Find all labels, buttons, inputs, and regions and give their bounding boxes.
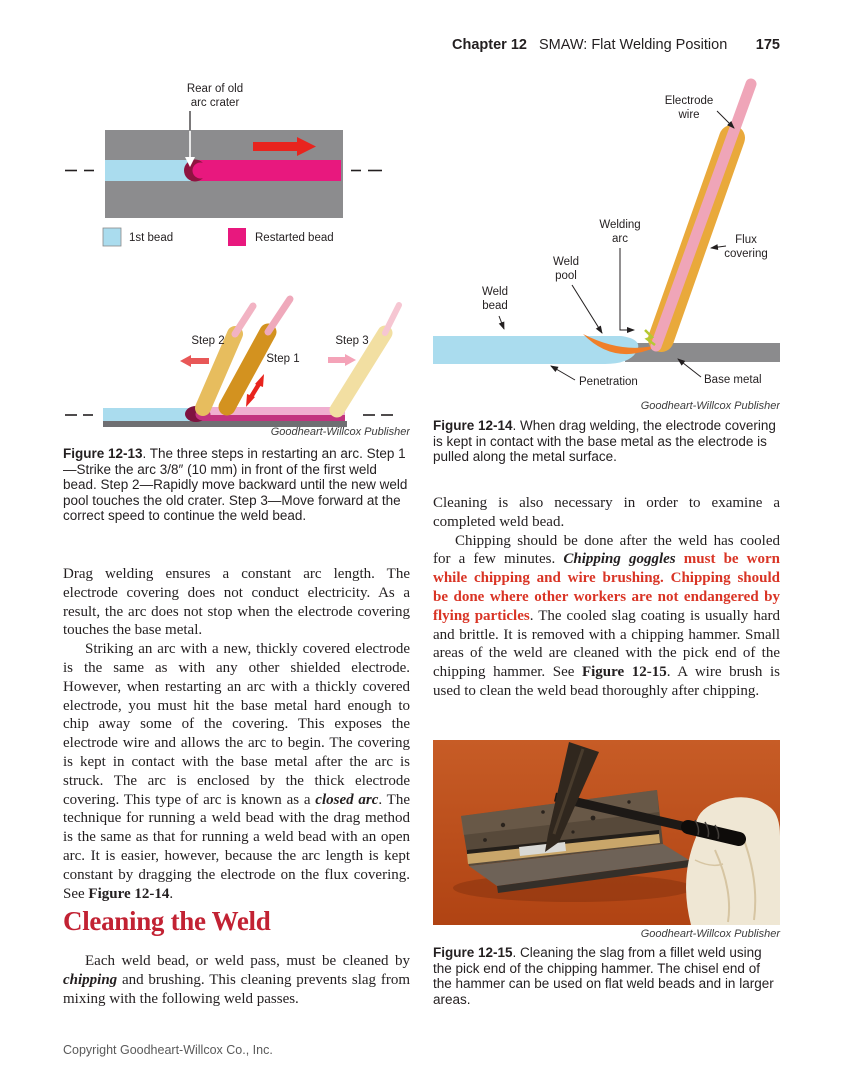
label-flux-covering-line2: covering (724, 248, 768, 260)
paragraph: Striking an arc with a new, thickly covered electrode is the same as with any other shielded electrode. However, when restarting an arc with a thickly covered electrode, you must hit the base metal hard enough to chip away some of the covering. This exposes the electrode wire and allows the arc to begin. The covering is kept in contact with the base metal after the arc is struck. The arc is enclosed by the thick electrode covering. This type of arc is known as a closed arc. The technique for running a weld bead with the drag method is the same as that for running a weld bead with an open arc. It is easier, however, because the arc length is kept constant by dragging the electrode on the flux covering. See Figure 12-14. (63, 641, 410, 902)
label-welding-arc-line1: Welding (599, 219, 641, 231)
label-step1: Step 1 (266, 353, 300, 365)
figure-12-13-credit: Goodheart-Willcox Publisher (270, 426, 410, 438)
legend-label-first-bead: 1st bead (129, 232, 174, 244)
figure-12-15-credit: Goodheart-Willcox Publisher (640, 928, 780, 940)
label-step3: Step 3 (335, 335, 369, 347)
figure-12-13-caption: Figure 12-13. The three steps in restarting an arc. Step 1—Strike the arc 3/8″ (10 mm) in front of the first weld bead. Step 2—Rapidly move backward until the new weld pool touches the old crater. Step 3—Move forward at the correct speed to continue the weld bead. (63, 446, 408, 523)
electrode-wire (656, 84, 751, 346)
figure-12-14-caption: Figure 12-14. When drag welding, the electrode covering is kept in contact with the base metal as the electrode is pulled along the metal surface. (433, 418, 776, 464)
first-bead (105, 160, 193, 181)
label-base-metal: Base metal (704, 374, 762, 386)
label-weld-pool-line1: Weld (553, 256, 579, 268)
header-chapter-title (452, 37, 727, 53)
figure-12-13-diagram (63, 78, 410, 442)
weld-bead-leader (499, 316, 504, 329)
label-step2: Step 2 (191, 335, 225, 347)
paragraph: Drag welding ensures a constant arc length. The electrode covering does not conduct electricity. As a result, the arc does not stop when the electrode covering touches the base metal. (63, 566, 410, 639)
label-rear-of-old-arc-crater-line2: arc crater (190, 97, 240, 109)
copyright-notice: Copyright Goodheart-Willcox Co., Inc. (63, 1043, 273, 1057)
page-number: 175 (755, 37, 780, 53)
page-header (433, 37, 780, 53)
legend-swatch-first-bead (103, 228, 121, 246)
figure-12-15-caption: Figure 12-15. Cleaning the slag from a fillet weld using the pick end of the chipping hammer. The chisel end of the hammer can be used on flat weld beads and in larger areas. (433, 945, 774, 1007)
welding-arc-leader (620, 248, 634, 330)
restarted-bead (191, 160, 341, 181)
label-welding-arc-line2: arc (612, 233, 628, 245)
chapter-label: Chapter 12 (452, 37, 527, 53)
figure-12-14-credit: Goodheart-Willcox Publisher (640, 400, 780, 412)
left-column-text-2 (63, 952, 410, 1008)
glove (686, 797, 780, 925)
label-weld-bead-line1: Weld (482, 286, 508, 298)
steps-first-bead (103, 408, 193, 421)
chapter-title: SMAW: Flat Welding Position (538, 37, 728, 53)
label-weld-bead-line2: bead (482, 300, 508, 312)
label-flux-covering-line1: Flux (735, 234, 757, 246)
base-metal (625, 343, 780, 362)
figure-12-14-diagram (433, 78, 780, 415)
step2-backward-arrow (180, 355, 209, 367)
label-electrode-wire-line2: wire (678, 109, 700, 121)
label-rear-of-old-arc-crater-line1: Rear of old (186, 83, 244, 95)
label-electrode-wire-line1: Electrode (664, 95, 714, 107)
paragraph: Each weld bead, or weld pass, must be cleaned by chipping and brushing. This cleaning prevents slag from mixing with the following weld passes. (63, 953, 410, 1007)
legend-label-restarted-bead: Restarted bead (255, 232, 334, 244)
paragraph: Cleaning is also necessary in order to examine a completed weld bead. (433, 495, 780, 530)
weld-pool-leader (572, 285, 602, 333)
steps-bead-shadow (191, 415, 345, 421)
step3-forward-arrow (328, 354, 356, 366)
right-column-text (433, 494, 780, 701)
label-penetration: Penetration (579, 376, 638, 388)
legend-swatch-restarted-bead (228, 228, 246, 246)
left-column-text (63, 565, 410, 903)
section-heading: Cleaning the Weld (63, 906, 271, 936)
label-weld-pool-line2: pool (555, 270, 577, 282)
figure-12-15-photo (433, 740, 780, 925)
penetration-leader (551, 366, 575, 380)
crater-fill (193, 163, 209, 179)
paragraph: Chipping should be done after the weld has cooled for a few minutes. Chipping goggles must be worn while chipping and wire brushing. Chipping should be done where other workers are not endangered by flying particles. The cooled slag coating is usually hard and brittle. It is removed with a chipping hammer. Small areas of the weld are cleaned with the pick end of the chipping hammer. See Figure 12-15. A wire brush is used to clean the weld bead thoroughly after chipping. (433, 532, 781, 699)
electrode-wire-leader (717, 111, 734, 128)
